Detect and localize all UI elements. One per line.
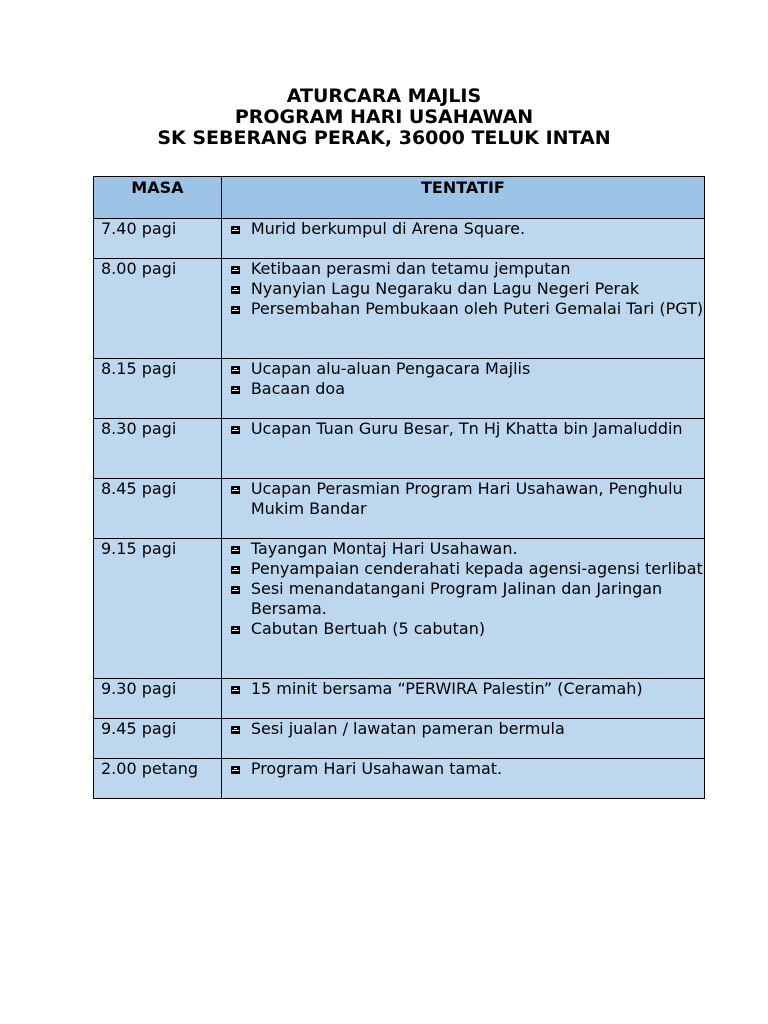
- schedule-body: [94, 219, 705, 799]
- list-item: [229, 579, 704, 619]
- square-bullet-icon: [231, 726, 240, 734]
- table-row: [94, 419, 705, 479]
- tentatif-cell: [221, 719, 704, 759]
- header-masa: MASA: [94, 177, 222, 219]
- time-cell: [94, 719, 222, 759]
- item-text: Murid berkumpul di Arena Square.: [250, 219, 526, 238]
- square-bullet-icon: [231, 226, 240, 234]
- title-line-1: ATURCARA MAJLIS: [286, 85, 482, 107]
- tentatif-cell: [221, 679, 704, 719]
- item-text: Sesi jualan / lawatan pameran bermula: [250, 719, 565, 738]
- square-bullet-icon: [231, 586, 240, 594]
- table-row: [94, 539, 705, 679]
- item-list: [222, 759, 704, 779]
- item-text: Nyanyian Lagu Negaraku dan Lagu Negeri Perak: [250, 279, 640, 298]
- square-bullet-icon: [231, 566, 240, 574]
- square-bullet-icon: [231, 546, 240, 554]
- list-item: [229, 299, 704, 319]
- time-label: 7.40 pagi: [101, 219, 177, 238]
- square-bullet-icon: [231, 686, 240, 694]
- time-label: 9.30 pagi: [101, 679, 177, 698]
- time-cell: [94, 219, 222, 259]
- item-list: [222, 359, 704, 399]
- table-row: [94, 719, 705, 759]
- tentatif-cell: [221, 419, 704, 479]
- time-cell: [94, 679, 222, 719]
- list-item: [229, 419, 704, 439]
- tentatif-cell: [221, 219, 704, 259]
- square-bullet-icon: [231, 266, 240, 274]
- tentatif-cell: [221, 359, 704, 419]
- tentatif-cell: [221, 479, 704, 539]
- time-cell: [94, 539, 222, 679]
- list-item: [229, 359, 704, 379]
- title-line-2: PROGRAM HARI USAHAWAN: [234, 106, 534, 128]
- tentatif-cell: [221, 259, 704, 359]
- table-row: [94, 219, 705, 259]
- item-list: [222, 419, 704, 439]
- item-list: [222, 219, 704, 239]
- square-bullet-icon: [231, 766, 240, 774]
- item-list: [222, 539, 704, 639]
- item-text: Ucapan alu-aluan Pengacara Majlis: [250, 359, 531, 378]
- list-item: [229, 759, 704, 779]
- square-bullet-icon: [231, 386, 240, 394]
- item-text: Tayangan Montaj Hari Usahawan.: [250, 539, 518, 558]
- time-cell: [94, 759, 222, 799]
- square-bullet-icon: [231, 486, 240, 494]
- item-text: Penyampaian cenderahati kepada agensi-agensi terlibat: [250, 559, 703, 578]
- item-text: Bacaan doa: [250, 379, 345, 398]
- item-text: 15 minit bersama “PERWIRA Palestin” (Ceramah): [250, 679, 643, 698]
- time-cell: [94, 479, 222, 539]
- square-bullet-icon: [231, 426, 240, 434]
- square-bullet-icon: [231, 306, 240, 314]
- item-text: Cabutan Bertuah (5 cabutan): [250, 619, 486, 638]
- table-row: [94, 759, 705, 799]
- time-label: 8.15 pagi: [101, 359, 177, 378]
- square-bullet-icon: [231, 286, 240, 294]
- header-tentatif: TENTATIF: [221, 177, 704, 219]
- list-item: [229, 539, 704, 559]
- table-header-row: [94, 177, 705, 219]
- schedule-table: [93, 176, 705, 799]
- item-text: Program Hari Usahawan tamat.: [250, 759, 503, 778]
- time-cell: [94, 419, 222, 479]
- title-line-3: SK SEBERANG PERAK, 36000 TELUK INTAN: [157, 127, 611, 149]
- list-item: [229, 219, 704, 239]
- item-text: Ketibaan perasmi dan tetamu jemputan: [250, 259, 571, 278]
- list-item: [229, 719, 704, 739]
- table-row: [94, 359, 705, 419]
- table-row: [94, 259, 705, 359]
- time-label: 2.00 petang: [101, 759, 199, 778]
- table-row: [94, 479, 705, 539]
- list-item: [229, 379, 704, 399]
- item-text: Ucapan Perasmian Program Hari Usahawan, Penghulu Mukim Bandar: [250, 479, 683, 518]
- document-title: [0, 86, 768, 149]
- list-item: [229, 559, 704, 579]
- list-item: [229, 479, 704, 519]
- tentatif-cell: [221, 539, 704, 679]
- item-list: [222, 479, 704, 519]
- time-label: 8.30 pagi: [101, 419, 177, 438]
- time-label: 9.45 pagi: [101, 719, 177, 738]
- list-item: [229, 259, 704, 279]
- tentatif-cell: [221, 759, 704, 799]
- square-bullet-icon: [231, 366, 240, 374]
- table-row: [94, 679, 705, 719]
- item-list: [222, 679, 704, 699]
- item-list: [222, 259, 704, 319]
- item-list: [222, 719, 704, 739]
- square-bullet-icon: [231, 626, 240, 634]
- item-text: Ucapan Tuan Guru Besar, Tn Hj Khatta bin Jamaluddin: [250, 419, 683, 438]
- time-label: 8.00 pagi: [101, 259, 177, 278]
- time-label: 9.15 pagi: [101, 539, 177, 558]
- list-item: [229, 279, 704, 299]
- time-cell: [94, 359, 222, 419]
- item-text: Sesi menandatangani Program Jalinan dan Jaringan Bersama.: [250, 579, 663, 618]
- item-text: Persembahan Pembukaan oleh Puteri Gemalai Tari (PGT): [250, 299, 704, 318]
- time-cell: [94, 259, 222, 359]
- time-label: 8.45 pagi: [101, 479, 177, 498]
- list-item: [229, 619, 704, 639]
- list-item: [229, 679, 704, 699]
